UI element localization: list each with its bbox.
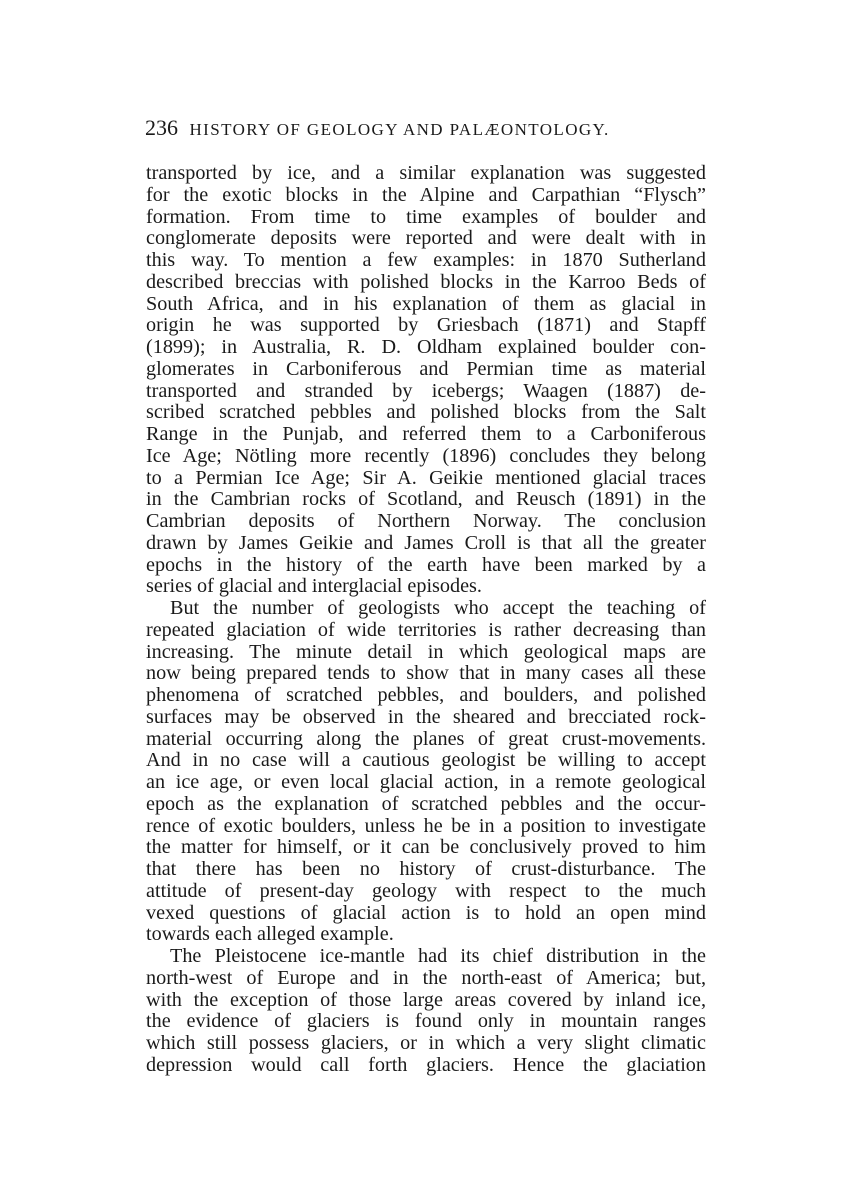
text-line: epoch as the explanation of scratched pebbles and the occur- [146, 792, 706, 815]
text-line: Ice Age; Nötling more recently (1896) concludes they belong [146, 444, 706, 467]
text-line: origin he was supported by Griesbach (1871) and Stapff [146, 314, 706, 337]
text-line: The Pleistocene ice-mantle had its chief distribution in the [170, 945, 706, 967]
text-line: series of glacial and interglacial episodes. [146, 575, 482, 598]
text-line: And in no case will a cautious geologist be willing to accept [146, 749, 706, 772]
text-line: north-west of Europe and in the north-east of America; but, [146, 966, 706, 989]
text-line: glomerates in Carboniferous and Permian time as material [146, 357, 706, 380]
text-line: scribed scratched pebbles and polished blocks from the Salt [146, 401, 706, 424]
text-line: in the Cambrian rocks of Scotland, and Reusch (1891) in the [146, 488, 706, 511]
paragraph [146, 163, 706, 598]
text-line: towards each alleged example. [146, 923, 394, 946]
text-line: drawn by James Geikie and James Croll is that all the greater [146, 531, 706, 554]
paragraph [146, 598, 706, 946]
text-line: conglomerate deposits were reported and were dealt with in [146, 227, 706, 250]
text-line: to a Permian Ice Age; Sir A. Geikie mentioned glacial traces [146, 466, 706, 489]
text-line: depression would call forth glaciers. Hence the glaciation [146, 1053, 706, 1076]
text-line: the matter for himself, or it can be conclusively proved to him [146, 836, 706, 859]
text-line: which still possess glaciers, or in which a very slight climatic [146, 1032, 706, 1054]
text-line: that there has been no history of crust-disturbance. The [146, 858, 706, 880]
text-line: formation. From time to time examples of boulder and [146, 205, 706, 228]
text-line: transported and stranded by icebergs; Waagen (1887) de- [146, 379, 706, 402]
book-title: HISTORY OF GEOLOGY AND PALÆONTOLOGY. [189, 120, 610, 139]
text-line: for the exotic blocks in the Alpine and Carpathian “Flysch” [146, 183, 706, 206]
text-line: an ice age, or even local glacial action, in a remote geological [146, 771, 706, 793]
text-line: vexed questions of glacial action is to hold an open mind [146, 901, 706, 924]
text-line: Cambrian deposits of Northern Norway. The conclusion [146, 510, 706, 532]
text-line: the evidence of glaciers is found only in mountain ranges [146, 1010, 706, 1033]
running-head [145, 115, 705, 141]
paragraph [146, 946, 706, 1077]
text-line: South Africa, and in his explanation of them as glacial in [146, 292, 706, 315]
text-line: this way. To mention a few examples: in 1870 Sutherland [146, 249, 706, 271]
text-line: rence of exotic boulders, unless he be in a position to investigate [146, 814, 706, 837]
text-line: surfaces may be observed in the sheared and brecciated rock- [146, 705, 706, 728]
text-line: transported by ice, and a similar explanation was suggested [146, 162, 706, 184]
body-text [146, 163, 706, 1077]
text-line: increasing. The minute detail in which geological maps are [146, 640, 706, 663]
text-line: described breccias with polished blocks in the Karroo Beds of [146, 270, 706, 293]
text-line: Range in the Punjab, and referred them to a Carboniferous [146, 423, 706, 445]
text-line: now being prepared tends to show that in many cases all these [146, 662, 706, 685]
text-line: epochs in the history of the earth have been marked by a [146, 553, 706, 576]
text-line: phenomena of scratched pebbles, and boulders, and polished [146, 684, 706, 706]
text-line: (1899); in Australia, R. D. Oldham explained boulder con- [146, 336, 706, 358]
text-line: But the number of geologists who accept the teaching of [170, 597, 706, 619]
text-line: attitude of present-day geology with respect to the much [146, 879, 706, 902]
text-line: material occurring along the planes of great crust-movements. [146, 727, 706, 750]
text-line: repeated glaciation of wide territories is rather decreasing than [146, 618, 706, 641]
page-number: 236 [145, 115, 178, 140]
text-line: with the exception of those large areas covered by inland ice, [146, 988, 706, 1011]
